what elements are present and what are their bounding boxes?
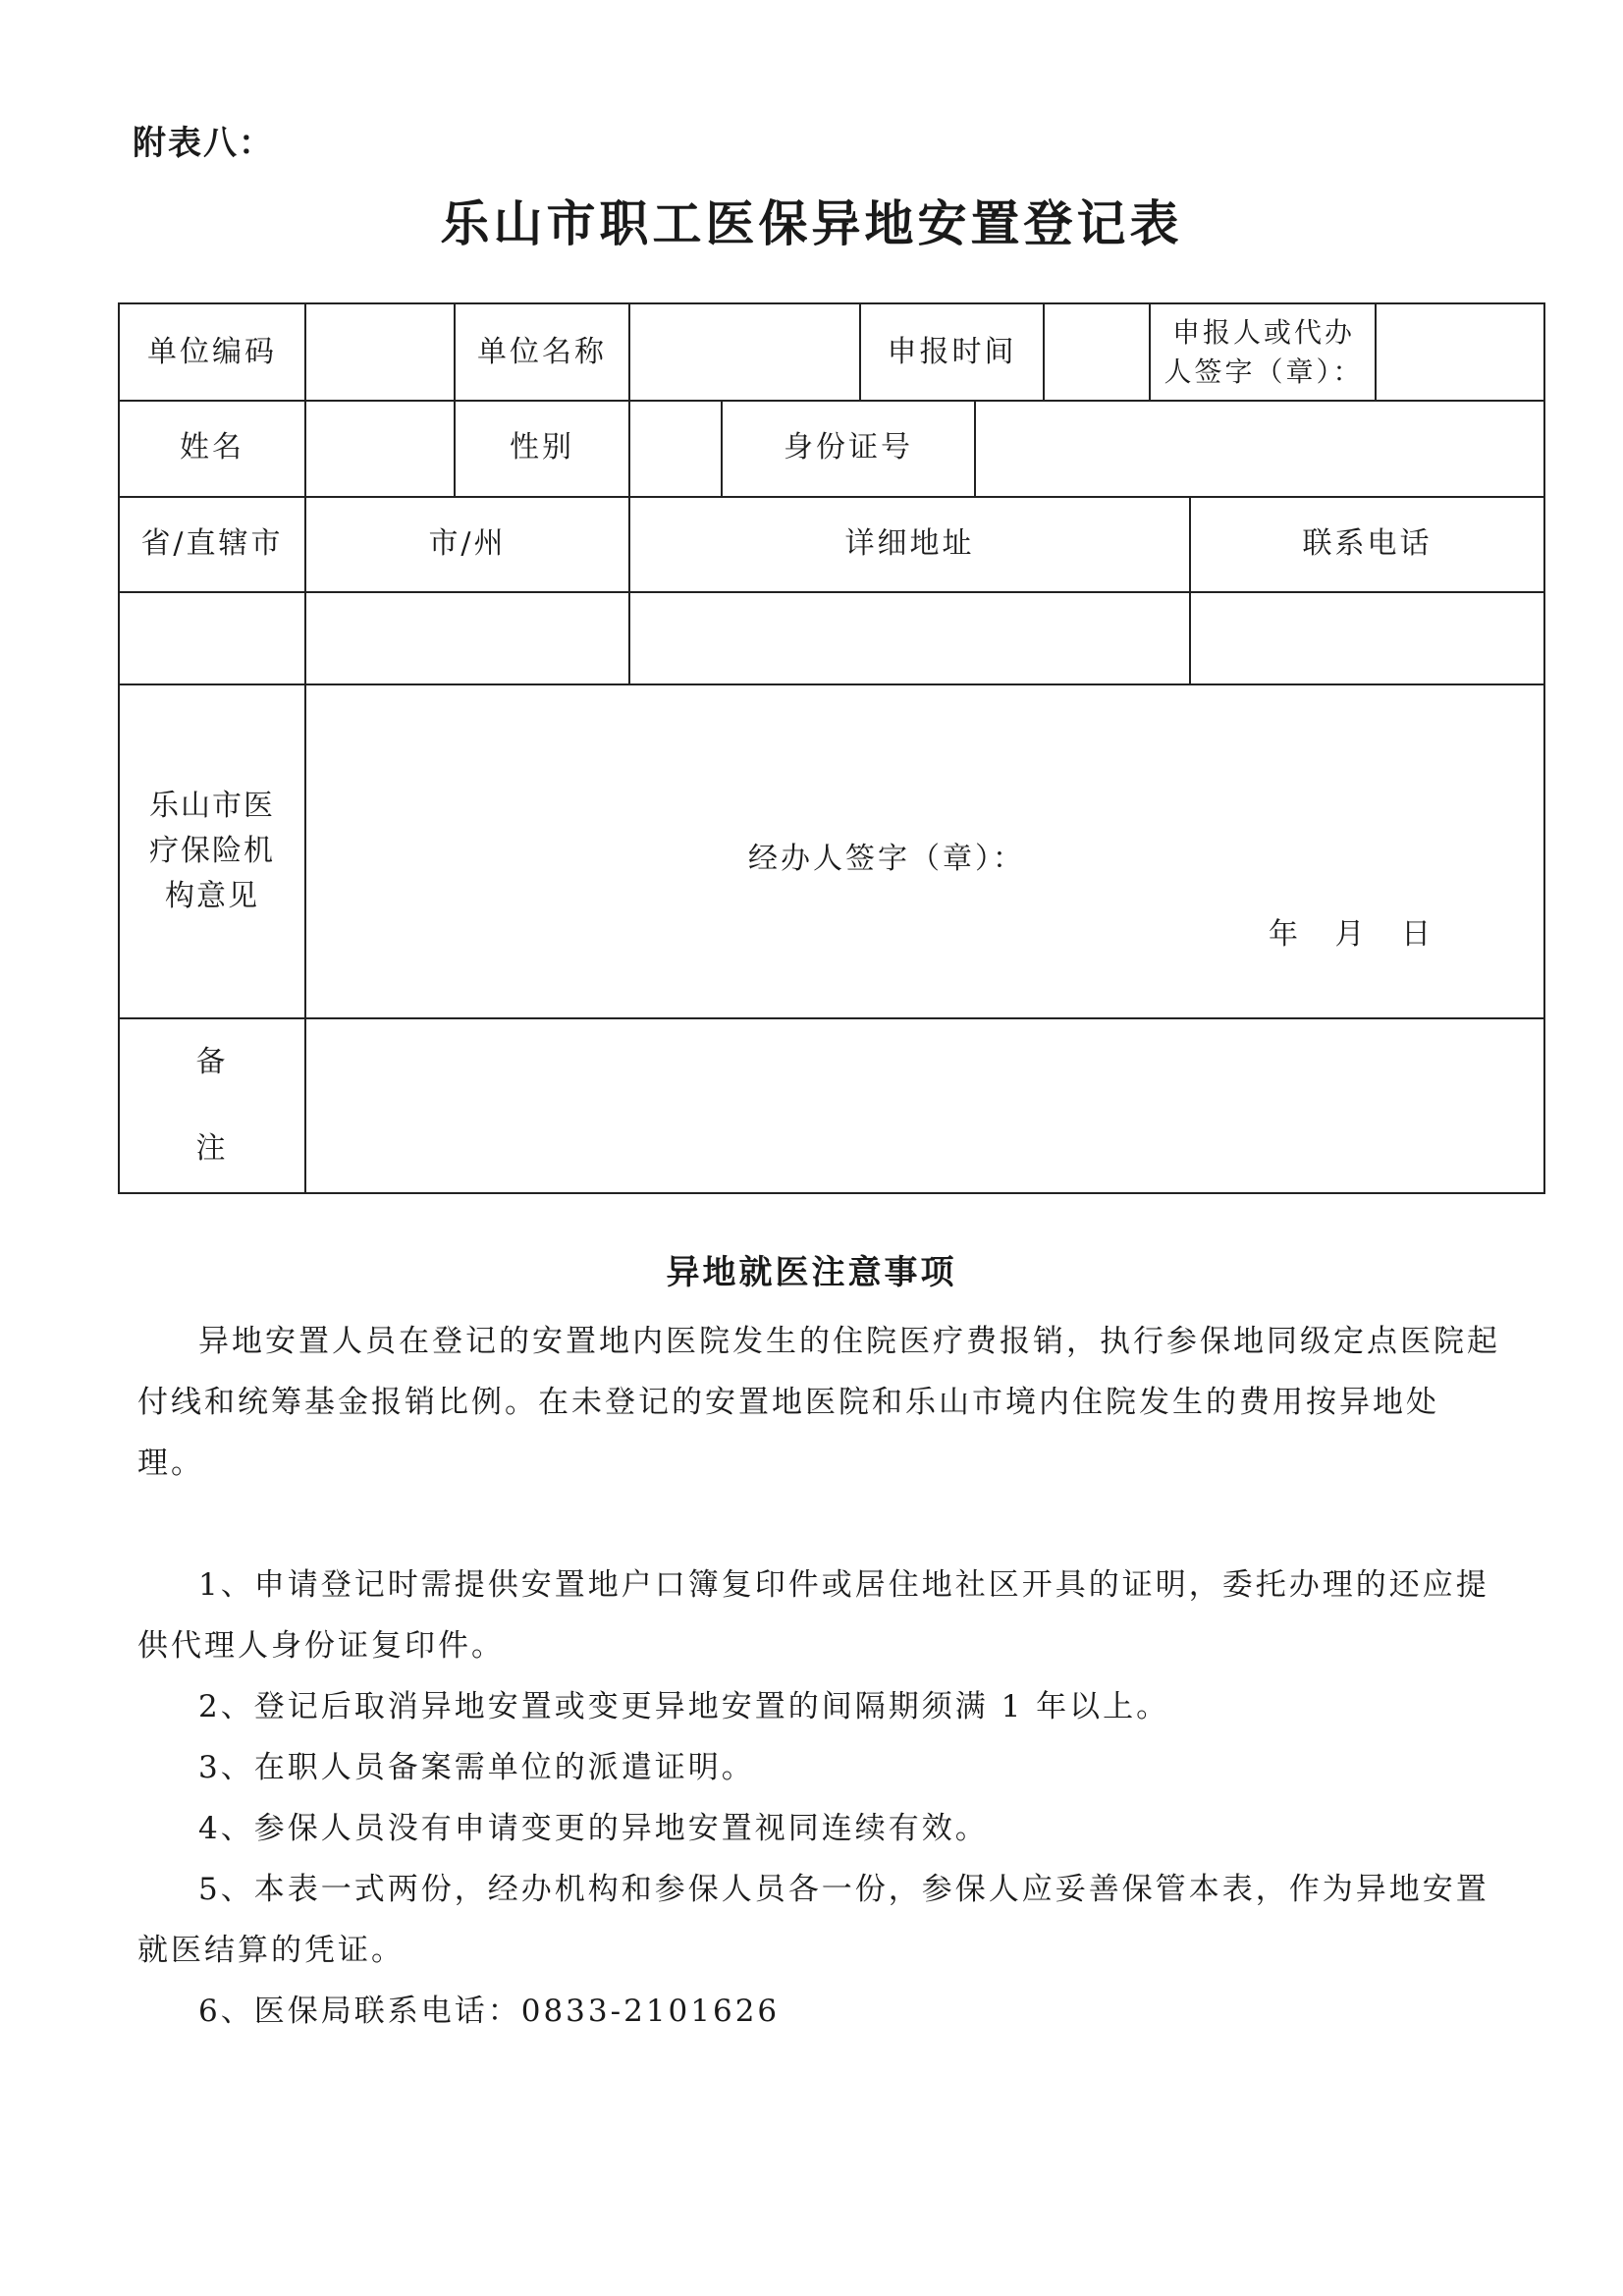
phone-label: 联系电话 [1302, 525, 1433, 561]
report-time-field[interactable] [1045, 304, 1149, 400]
notes-item: 3、在职人员备案需单位的派遣证明。 [198, 1750, 755, 1785]
handler-signature-label: 经办人签字（章）： [748, 842, 1025, 876]
address-label: 详细地址 [844, 525, 975, 561]
phone-field[interactable] [1191, 591, 1543, 683]
signer-field[interactable] [1377, 304, 1543, 400]
address-field[interactable] [630, 591, 1189, 683]
notes-body [137, 1311, 1502, 2042]
registration-form-table [118, 302, 1545, 1194]
remarks-field[interactable] [306, 1019, 1543, 1192]
unit-code-field[interactable] [306, 304, 454, 400]
gender-field[interactable] [630, 400, 721, 496]
column-divider [1149, 304, 1151, 400]
name-field[interactable] [306, 400, 454, 496]
unit-code-label: 单位编码 [147, 334, 277, 369]
id-number-field[interactable] [976, 400, 1543, 496]
notes-title: 异地就医注意事项 [666, 1253, 957, 1292]
city-label: 市/州 [428, 525, 507, 561]
attachment-label: 附表八： [133, 124, 274, 163]
form-title: 乐山市职工医保异地安置登记表 [440, 195, 1183, 252]
name-label: 姓名 [180, 430, 244, 465]
notes-item: 1、申请登记时需提供安置地户口簿复印件或居住地社区开具的证明，委托办理的还应提供代理人身份证复印件。 [137, 1567, 1489, 1664]
id-number-label: 身份证号 [784, 430, 913, 465]
notes-item: 2、登记后取消异地安置或变更异地安置的间隔期须满 1 年以上。 [198, 1689, 1170, 1724]
signer-label: 申报人或代办人签字（章）： [1163, 315, 1364, 388]
report-time-label: 申报时间 [887, 334, 1017, 369]
opinion-label: 乐山市医疗保险机构意见 [149, 789, 275, 913]
opinion-date-label: 年 月 日 [1269, 917, 1434, 952]
notes-item: 6、医保局联系电话：0833-2101626 [198, 1994, 781, 2029]
gender-label: 性别 [510, 430, 574, 465]
unit-name-field[interactable] [630, 304, 859, 400]
province-field[interactable] [120, 591, 304, 683]
province-label: 省/直辖市 [140, 525, 284, 561]
notes-item: 5、本表一式两份，经办机构和参保人员各一份，参保人应妥善保管本表，作为异地安置就医结算的凭证。 [137, 1872, 1489, 1968]
notes-intro: 异地安置人员在登记的安置地内医院发生的住院医疗费报销，执行参保地同级定点医院起付线和统筹基金报销比例。在未登记的安置地医院和乐山市境内住院发生的费用按异地处理。 [137, 1324, 1500, 1481]
unit-name-label: 单位名称 [477, 334, 607, 369]
city-field[interactable] [306, 591, 628, 683]
notes-item: 4、参保人员没有申请变更的异地安置视同连续有效。 [198, 1811, 989, 1846]
remarks-label: 备 注 [195, 1045, 229, 1166]
